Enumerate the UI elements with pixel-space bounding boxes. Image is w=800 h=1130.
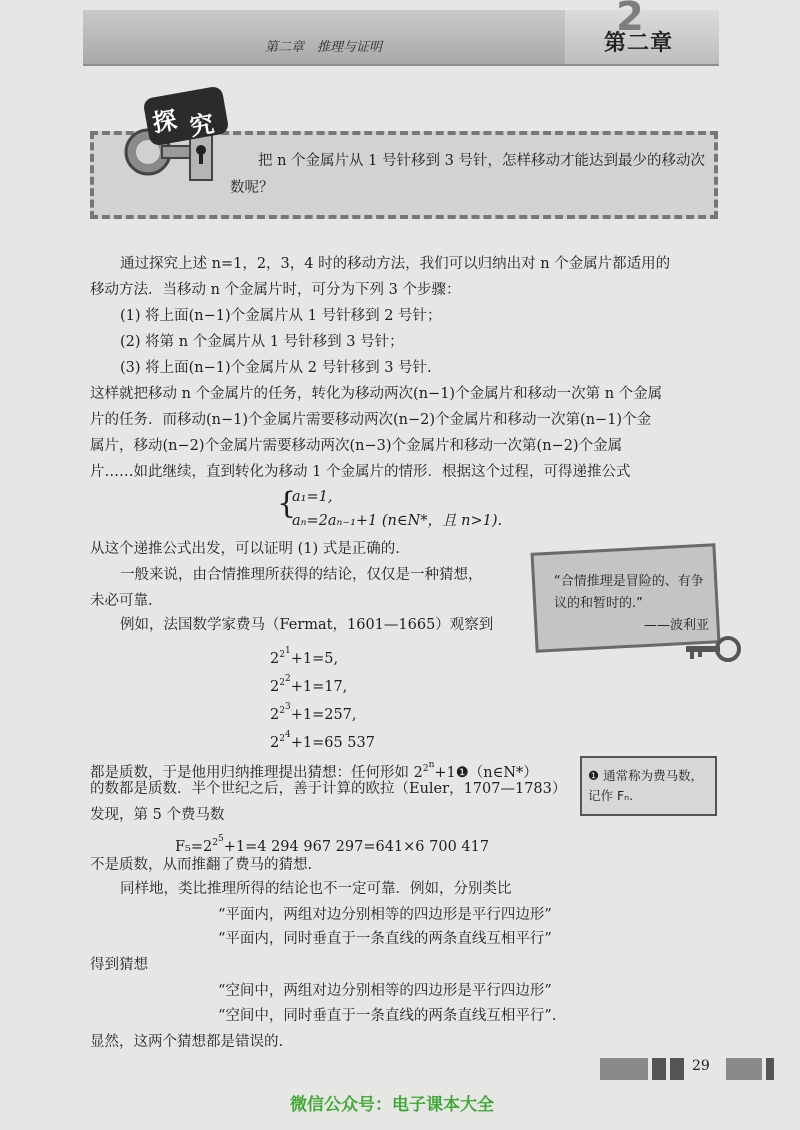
quote-1: “平面内，两组对边分别相等的四边形是平行四边形” bbox=[218, 907, 552, 923]
explore-label-char-1: 探 bbox=[150, 105, 179, 138]
paragraph-7: 不是质数，从而推翻了费马的猜想. bbox=[90, 857, 313, 873]
sidebar-quote-text: “合情推理是冒险的、有争议的和暂时的.” bbox=[554, 574, 704, 611]
paragraph-5: 例如，法国数学家费马（Fermat，1601—1665）观察到 bbox=[120, 617, 494, 633]
paragraph-9: 得到猜想 bbox=[90, 957, 148, 973]
chapter-number: 2 bbox=[616, 0, 644, 40]
step-1: (1) 将上面(n−1)个金属片从 1 号针移到 2 号针； bbox=[120, 308, 442, 324]
key-icon bbox=[684, 634, 744, 664]
footer-bar bbox=[652, 1058, 666, 1080]
sidebar-quote-author: ——波利亚 bbox=[643, 618, 709, 633]
chapter-label: 第二章 bbox=[604, 31, 674, 56]
paragraph-6-line-2: 的数都是质数．半个世纪之后，善于计算的欧拉（Euler，1707—1783） bbox=[90, 781, 567, 797]
paragraph-2-line-2: 片的任务．而移动(n−1)个金属片需要移动两次(n−2)个金属片和移动一次第(n−1)个金 bbox=[90, 412, 652, 428]
paragraph-10: 显然，这两个猜想都是错误的. bbox=[90, 1034, 284, 1050]
quote-4: “空间中，同时垂直于一条直线的两条直线互相平行”. bbox=[218, 1008, 557, 1024]
explore-text: 把 n 个金属片从 1 号针移到 3 号针，怎样移动才能达到最少的移动次数呢？ bbox=[230, 153, 705, 196]
paragraph-1-line-1: 通过探究上述 n=1，2，3，4 时的移动方法，我们可以归纳出对 n 个金属片都适用的 bbox=[120, 256, 671, 272]
paragraph-4-line-2: 未必可靠. bbox=[90, 593, 153, 609]
paragraph-2-line-1: 这样就把移动 n 个金属片的任务，转化为移动两次(n−1)个金属片和移动一次第 n 个金属 bbox=[90, 386, 663, 402]
footnote-text: ❶ 通常称为费马数，记作 Fₙ. bbox=[588, 768, 704, 803]
paragraph-3: 从这个递推公式出发，可以证明 (1) 式是正确的. bbox=[90, 541, 400, 557]
watermark: 微信公众号：电子课本大全 bbox=[290, 1095, 494, 1115]
header-title: 第二章 推理与证明 bbox=[265, 40, 383, 55]
quote-3: “空间中，两组对边分别相等的四边形是平行四边形” bbox=[218, 983, 552, 999]
formula-line-2: aₙ=2aₙ₋₁+1 (n∈N*，且 n>1). bbox=[292, 513, 503, 529]
fermat-number-4: $2^{2^4}+1=65$ 537 bbox=[270, 730, 375, 751]
quote-2: “平面内，同时垂直于一条直线的两条直线互相平行” bbox=[218, 931, 552, 947]
paragraph-2-line-3: 属片，移动(n−2)个金属片需要移动两次(n−3)个金属片和移动一次第(n−2)个金属 bbox=[90, 438, 623, 454]
paragraph-6-line-1: 都是质数，于是他用归纳推理提出猜想：任何形如 $2^{2^n}+1❶(n\in N*)$ bbox=[90, 760, 538, 781]
footer-bar bbox=[600, 1058, 648, 1080]
paragraph-4-line-1: 一般来说，由合情推理所获得的结论，仅仅是一种猜想， bbox=[120, 567, 483, 583]
footer-bar bbox=[766, 1058, 774, 1080]
sidebar-quote bbox=[554, 571, 709, 637]
footer-bar bbox=[670, 1058, 684, 1080]
fermat-number-3: $2^{2^3}+1=257$, bbox=[270, 702, 357, 723]
fermat-f5-equation: $F_5=2^{2^5}+1=4$ 294 967 297=641×6 700 417 bbox=[175, 834, 490, 855]
explore-label-char-2: 究 bbox=[187, 109, 217, 142]
paragraph-2-line-4: 片……如此继续，直到转化为移动 1 个金属片的情形．根据这个过程，可得递推公式 bbox=[90, 464, 631, 480]
fermat-number-2: $2^{2^2}+1=17$, bbox=[270, 674, 348, 695]
paragraph-8: 同样地，类比推理所得的结论也不一定可靠．例如，分别类比 bbox=[120, 881, 512, 897]
step-2: (2) 将第 n 个金属片从 1 号针移到 3 号针； bbox=[120, 334, 404, 350]
paragraph-1-line-2: 移动方法．当移动 n 个金属片时，可分为下列 3 个步骤： bbox=[90, 282, 461, 298]
page-number: 29 bbox=[692, 1058, 710, 1074]
formula-brace: { bbox=[277, 486, 297, 521]
footer-bar bbox=[726, 1058, 762, 1080]
fermat-number-1: $2^{2^1}+1=5$, bbox=[270, 646, 339, 667]
formula-line-1: a₁=1, bbox=[292, 489, 333, 505]
paragraph-6-line-3: 发现，第 5 个费马数 bbox=[90, 807, 225, 823]
step-3: (3) 将上面(n−1)个金属片从 2 号针移到 3 号针. bbox=[120, 360, 432, 376]
